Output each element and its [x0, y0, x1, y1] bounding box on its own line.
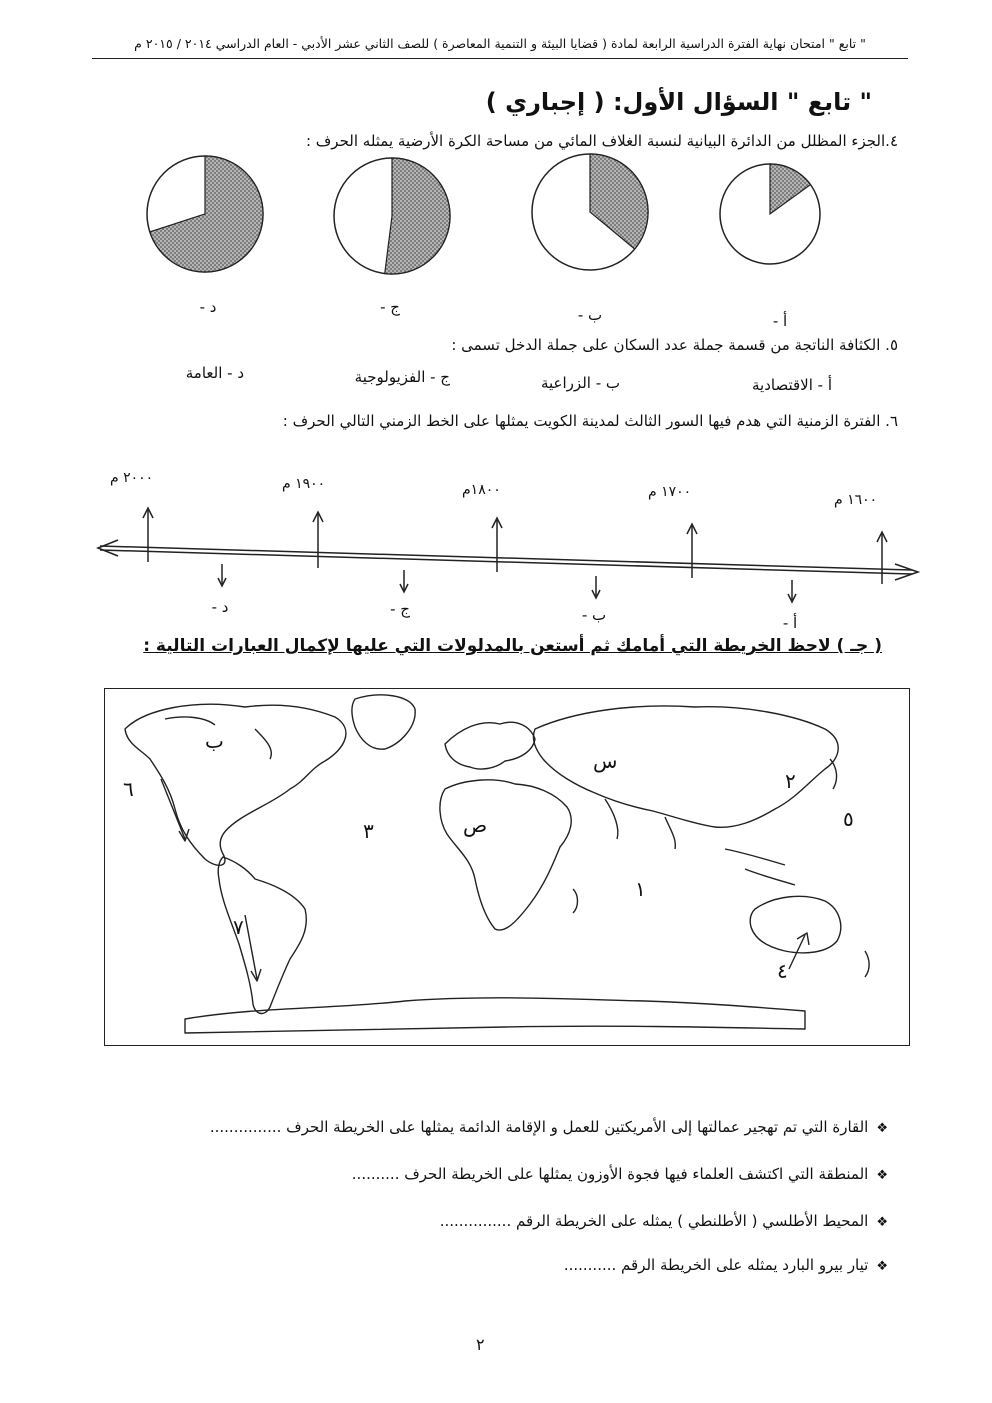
- statement-3: [440, 1212, 888, 1230]
- year-2000: ٢٠٠٠ م: [110, 470, 154, 486]
- section-c-title: ( جـ ) لاحظ الخريطة التي أمامك ثم أستعن بالمدلولات التي عليها لإكمال العبارات التالية :: [143, 636, 882, 656]
- europe-outline: [445, 722, 535, 769]
- world-map: [104, 688, 910, 1046]
- africa-outline: [440, 780, 571, 930]
- south-america-outline: [218, 857, 306, 1013]
- statement-2: [352, 1165, 888, 1183]
- statement-2-text: المنطقة التي اكتشف العلماء فيها فجوة الأوزون يمثلها على الخريطة الحرف ..........: [351, 1165, 869, 1183]
- map-label-2: ٢: [785, 769, 796, 793]
- timeline-letter-a: أ -: [782, 614, 798, 632]
- exam-header: " تابع " امتحان نهاية الفترة الدراسية الرابعة لمادة ( قضايا البيئة و التنمية المعاصرة ) للصف الثاني عشر الأدبي - العام الدراسي ٢٠١٤ / ٢٠١٥ م: [134, 36, 866, 51]
- year-1800: ١٨٠٠م: [462, 482, 501, 498]
- bullet-icon: ❖: [876, 1259, 888, 1274]
- antarctica-outline: [185, 998, 805, 1033]
- page-number: ٢: [476, 1335, 485, 1354]
- map-label-b: ب: [205, 729, 224, 753]
- pie-label-a: أ -: [772, 312, 788, 330]
- statement-1: [210, 1118, 888, 1136]
- q5-option-b: ب - الزراعية: [540, 374, 620, 392]
- q5-option-a: أ - الاقتصادية: [751, 376, 832, 394]
- map-label-3: ٣: [363, 819, 374, 843]
- q5-option-d: د - العامة: [185, 364, 244, 382]
- greenland-outline: [352, 695, 415, 749]
- question-title: " تابع " السؤال الأول: ( إجباري ): [485, 88, 872, 116]
- bullet-icon: ❖: [876, 1168, 888, 1183]
- pie-label-b: ب -: [577, 306, 603, 324]
- map-label-s: س: [593, 749, 618, 773]
- pie-c: [334, 158, 450, 274]
- pie-label-c: ج -: [380, 298, 400, 316]
- world-map-drawing: [105, 689, 910, 1046]
- header-divider: [92, 58, 908, 59]
- bullet-icon: ❖: [876, 1121, 888, 1136]
- map-label-4: ٤: [777, 959, 788, 983]
- pie-d: [147, 156, 263, 272]
- north-america-outline: [125, 704, 346, 865]
- pie-b: [532, 154, 648, 270]
- timeline-letter-d: د -: [211, 598, 229, 616]
- asia-outline: [533, 706, 838, 827]
- year-1900: ١٩٠٠ م: [282, 476, 326, 492]
- statement-4: [564, 1256, 888, 1274]
- timeline-letter-c: ج -: [390, 600, 410, 618]
- map-label-1: ١: [635, 877, 646, 901]
- pie-shaded-slice: [385, 158, 450, 274]
- timeline-letter-b: ب -: [581, 606, 607, 624]
- bullet-icon: ❖: [876, 1215, 888, 1230]
- q4-text: ٤.الجزء المظلل من الدائرة البيانية لنسبة الغلاف المائي من مساحة الكرة الأرضية يمثله الحرف :: [305, 132, 898, 150]
- statement-4-text: تيار بيرو البارد يمثله على الخريطة الرقم ...........: [563, 1256, 869, 1274]
- map-label-6: ٦: [123, 777, 134, 801]
- q5-text: ٥. الكثافة الناتجة من قسمة جملة عدد السكان على جملة الدخل تسمى :: [451, 336, 898, 354]
- pie-label-d: د -: [199, 298, 217, 316]
- map-label-sad: ص: [463, 813, 488, 837]
- map-label-5: ٥: [843, 807, 854, 831]
- year-1700: ١٧٠٠ م: [648, 484, 692, 500]
- statement-1-text: القارة التي تم تهجير عمالتها إلى الأمريكتين للعمل و الإقامة الدائمة يمثلها على الخريطة الحرف ...............: [209, 1118, 869, 1136]
- pie-a: [720, 164, 820, 264]
- australia-outline: [750, 896, 841, 953]
- q4-pie-charts: [0, 150, 992, 300]
- statement-3-text: المحيط الأطلسي ( الأطلنطي ) يمثله على الخريطة الرقم ...............: [439, 1212, 869, 1230]
- timeline: [0, 500, 992, 610]
- q5-option-c: ج - الفزيولوجية: [354, 368, 450, 386]
- map-label-7: ٧: [233, 915, 244, 939]
- year-1600: ١٦٠٠ م: [834, 492, 878, 508]
- q6-text: ٦. الفترة الزمنية التي هدم فيها السور الثالث لمدينة الكويت يمثلها على الخط الزمني التالي الحرف :: [282, 412, 898, 430]
